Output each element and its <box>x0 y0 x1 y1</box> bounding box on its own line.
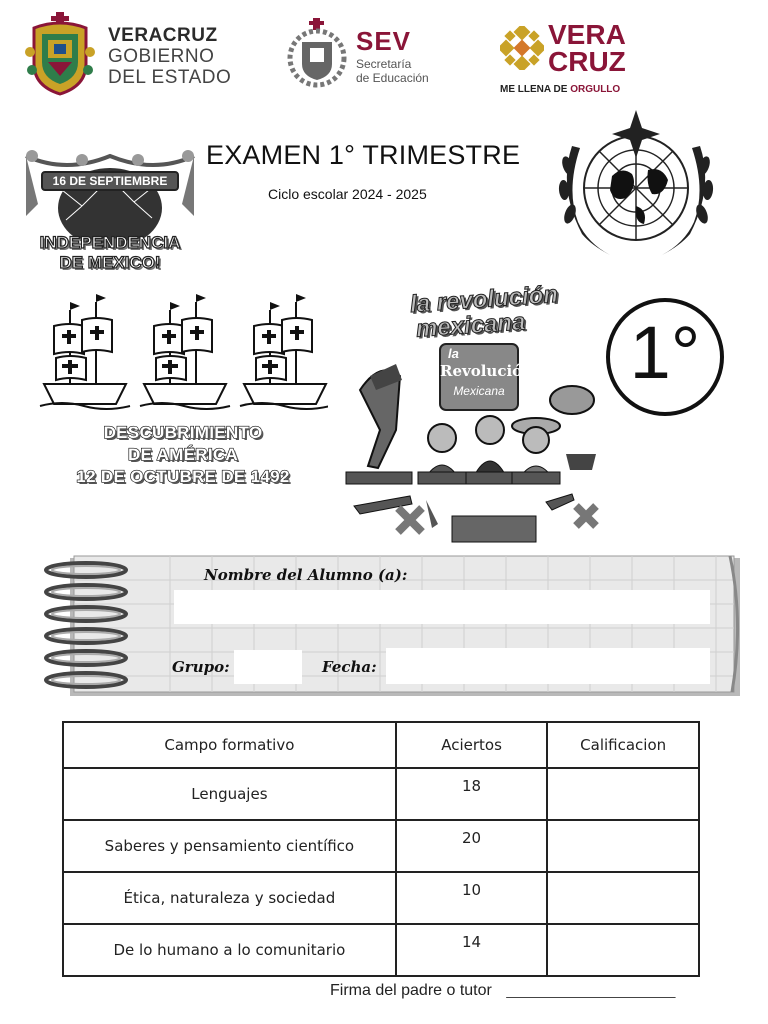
sev-line2: de Educación <box>356 71 429 85</box>
descubrimiento-illustration <box>38 290 328 490</box>
revolucion-sign-line1: la <box>448 346 459 361</box>
world-emblem-icon <box>552 106 720 266</box>
scores-table <box>62 721 700 977</box>
group-label: Grupo: <box>172 658 230 676</box>
sev-acronym: SEV <box>356 26 412 56</box>
aciertos-cell: 14 <box>396 924 548 976</box>
brand-tagline <box>500 84 620 95</box>
campo-cell: Ética, naturaleza y sociedad <box>63 872 396 924</box>
name-field[interactable] <box>174 590 710 624</box>
header-aciertos: Aciertos <box>396 722 548 768</box>
date-field[interactable] <box>386 648 710 684</box>
table-row <box>63 768 699 820</box>
aciertos-cell: 18 <box>396 768 548 820</box>
veracruz-brand-logo <box>500 19 640 98</box>
name-label: Nombre del Alumno (a): <box>204 566 408 584</box>
revolucion-sign-line2: Revolución <box>440 362 534 380</box>
independencia-illustration <box>22 146 198 276</box>
calificacion-cell[interactable] <box>547 820 699 872</box>
grade-value: 1° <box>629 311 701 394</box>
student-form-notebook <box>40 552 744 700</box>
calificacion-cell[interactable] <box>547 768 699 820</box>
veracruz-gobierno-logo <box>24 12 234 96</box>
revolution-scene-icon <box>340 280 610 550</box>
ships-icon <box>38 290 328 414</box>
revolucion-title-line2: mexicana <box>415 308 527 343</box>
aciertos-cell: 20 <box>396 820 548 872</box>
exam-title: EXAMEN 1° TRIMESTRE <box>206 140 521 170</box>
independencia-caption-line2: DE MEXICO! <box>59 253 161 272</box>
header-calificacion: Calificacion <box>547 722 699 768</box>
table-row <box>63 820 699 872</box>
aciertos-cell: 10 <box>396 872 548 924</box>
campo-cell: De lo humano a lo comunitario <box>63 924 396 976</box>
revolucion-title-line1: la revolución <box>409 280 559 319</box>
gobierno-line1: VERACRUZ <box>108 25 218 46</box>
date-label: Fecha: <box>322 658 377 676</box>
brand-tagline-bold: ORGULLO <box>570 84 621 95</box>
revolucion-sign-line3: Mexicana <box>453 384 505 398</box>
revolucion-illustration <box>340 280 610 550</box>
brand-knot-icon <box>500 26 544 70</box>
table-row <box>63 924 699 976</box>
descubrimiento-line1: DESCUBRIMIENTO <box>103 423 263 442</box>
campo-cell: Lenguajes <box>63 768 396 820</box>
table-row <box>63 872 699 924</box>
signature-block <box>330 982 675 1000</box>
exam-subtitle: Ciclo escolar 2024 - 2025 <box>268 186 427 202</box>
scores-table-container <box>62 721 700 977</box>
table-header-row <box>63 722 699 768</box>
sev-logo <box>286 18 446 90</box>
sev-shield-icon <box>286 18 348 88</box>
grade-badge <box>606 298 724 416</box>
brand-tagline-pre: ME LLENA DE <box>500 84 571 95</box>
state-coat-of-arms-icon <box>24 12 96 96</box>
calificacion-cell[interactable] <box>547 924 699 976</box>
signature-label: Firma del padre o tutor <box>330 982 492 999</box>
independencia-caption-line1: INDEPENDENCIA <box>39 233 181 252</box>
group-field[interactable] <box>234 650 302 684</box>
brand-line2: CRUZ <box>548 45 626 77</box>
descubrimiento-line2: DE AMÉRICA <box>127 445 239 464</box>
descubrimiento-line3: 12 DE OCTUBRE DE 1492 <box>76 467 290 486</box>
signature-line[interactable]: ___________________ <box>506 982 676 999</box>
brand-line1: VERA <box>548 19 626 50</box>
independencia-banner: 16 DE SEPTIEMBRE <box>52 174 168 188</box>
sev-line1: Secretaría <box>356 57 412 71</box>
gobierno-line3: DEL ESTADO <box>108 67 232 88</box>
header-campo: Campo formativo <box>63 722 396 768</box>
calificacion-cell[interactable] <box>547 872 699 924</box>
gobierno-line2: GOBIERNO <box>108 46 215 67</box>
campo-cell: Saberes y pensamiento científico <box>63 820 396 872</box>
